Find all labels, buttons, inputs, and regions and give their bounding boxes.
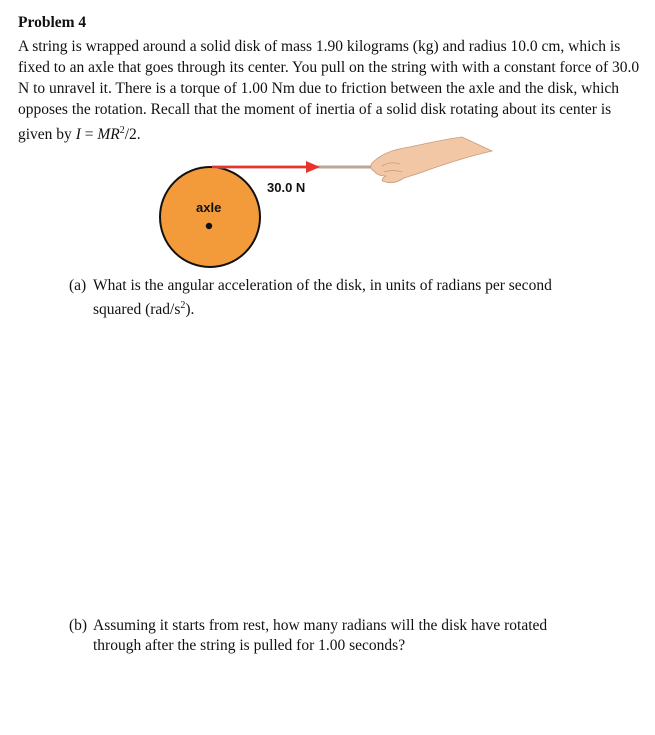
question-b-label: (b) (69, 617, 88, 634)
question-b (69, 616, 609, 656)
axle-dot (206, 223, 212, 229)
problem-title: Problem 4 (18, 14, 87, 31)
problem-text: A string is wrapped around a solid disk of mass 1.90 kilograms (kg) and radius 10.0 cm, which is fixed to an axle that goes through its center. You pull on the string with with a constant force of 30.0 N to unravel it. There is a torque of 1.00 Nm due to friction between the axle and the disk, which opposes the rotation. Recall that the moment of inertia of a solid disk rotating about its center is given by (18, 38, 640, 144)
formula-MR: MR (97, 126, 120, 144)
axle-label: axle (196, 200, 222, 215)
formula-exponent: 2 (119, 125, 125, 136)
question-b-line1: Assuming it starts from rest, how many radians will the disk have rotated (93, 617, 548, 634)
question-a-line2 (69, 296, 609, 320)
force-label: 30.0 N (267, 180, 306, 195)
formula-eq: = (80, 126, 98, 144)
solid-disk (160, 167, 260, 267)
question-a-line2-text: squared (rad/s (93, 301, 181, 319)
hand-icon (371, 137, 492, 183)
question-a-line2-tail: ). (185, 301, 195, 319)
formula-I: I (75, 126, 81, 144)
question-a-exponent: 2 (180, 300, 186, 311)
force-arrowhead (306, 161, 320, 173)
formula-tail: /2. (124, 126, 141, 144)
question-a (69, 276, 609, 320)
question-a-label: (a) (69, 277, 87, 294)
disk-diagram (0, 0, 655, 270)
question-b-line2: through after the string is pulled for 1.00 seconds? (93, 637, 406, 654)
question-a-line1: What is the angular acceleration of the disk, in units of radians per second (93, 277, 552, 294)
